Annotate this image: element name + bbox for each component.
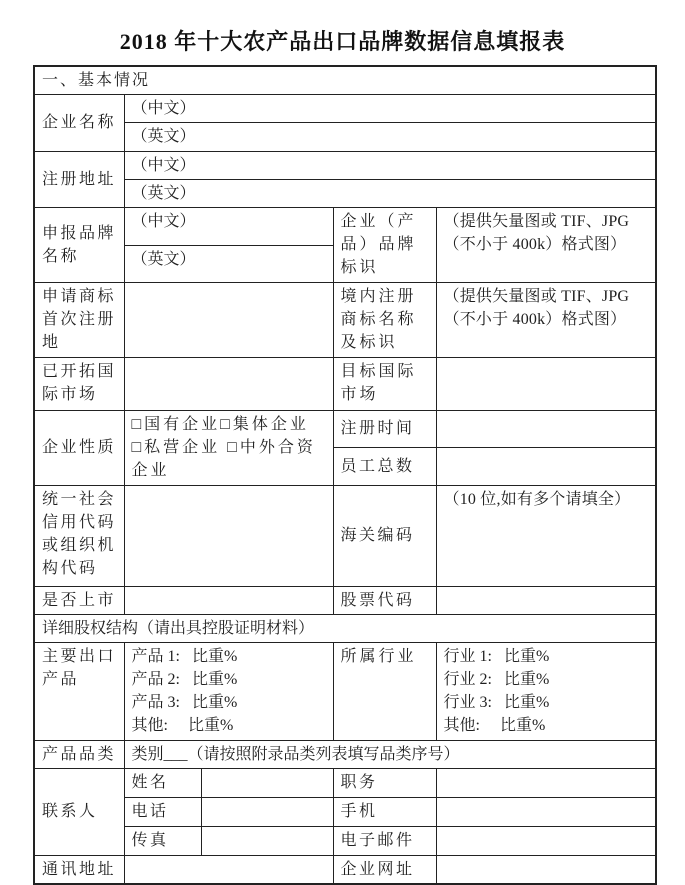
company-name-cn-hint: （中文）: [131, 100, 196, 118]
contact-fax-field[interactable]: [201, 826, 333, 855]
stock-code-label: 股票代码: [333, 586, 436, 614]
product-other-line: 其他: 比重%: [131, 717, 234, 735]
developed-market-field[interactable]: [124, 357, 333, 410]
contact-email-label: 电子邮件: [333, 826, 436, 855]
industry-1-line: 行业 1: 比重%: [443, 647, 550, 665]
is-listed-field[interactable]: [124, 586, 333, 614]
industry-other-line: 其他: 比重%: [443, 717, 546, 735]
product-3-line: 产品 3: 比重%: [131, 694, 238, 712]
developed-market-label: 已开拓国际市场: [34, 357, 124, 410]
trademark-first-reg-label: 申请商标首次注册地: [34, 282, 124, 357]
mailing-address-label: 通讯地址: [34, 855, 124, 884]
industry-label: 所属行业: [333, 642, 436, 740]
company-name-en-field[interactable]: [124, 123, 656, 151]
product-category-label: 产品品类: [34, 740, 124, 768]
industries-field[interactable]: [436, 642, 656, 740]
declared-brand-label: 申报品牌名称: [34, 207, 124, 282]
trademark-first-reg-field[interactable]: [124, 282, 333, 357]
registered-address-cn-field[interactable]: [124, 151, 656, 179]
target-market-field[interactable]: [436, 357, 656, 410]
target-market-label: 目标国际市场: [333, 357, 436, 410]
company-name-label: 企业名称: [34, 95, 124, 151]
mailing-address-field[interactable]: [124, 855, 333, 884]
employees-total-label: 员工总数: [333, 448, 436, 485]
contact-name-field[interactable]: [201, 768, 333, 797]
product-2-line: 产品 2: 比重%: [131, 671, 238, 689]
domestic-trademark-note: （提供矢量图或 TIF、JPG（不小于 400k）格式图）: [436, 282, 656, 357]
declared-brand-cn-hint: （中文）: [131, 212, 196, 230]
brand-logo-label: 企业（产品）品牌标识: [333, 207, 436, 282]
declared-brand-en-hint: （英文）: [131, 250, 196, 268]
customs-code-note: （10 位,如有多个请填全）: [443, 490, 631, 508]
registered-address-en-field[interactable]: [124, 179, 656, 207]
enterprise-nature-checkboxes[interactable]: □国有企业□集体企业 □私营企业 □中外合资企业: [124, 410, 333, 485]
company-name-cn-field[interactable]: [124, 95, 656, 123]
contact-email-field[interactable]: [436, 826, 656, 855]
contact-position-label: 职务: [333, 768, 436, 797]
main-exports-products-field[interactable]: [124, 642, 333, 740]
contact-position-field[interactable]: [436, 768, 656, 797]
contact-phone-label: 电话: [124, 797, 201, 826]
contact-mobile-label: 手机: [333, 797, 436, 826]
registration-time-field[interactable]: [436, 410, 656, 447]
customs-code-label: 海关编码: [333, 485, 436, 586]
credit-code-label: 统一社会信用代码或组织机构代码: [34, 485, 124, 586]
basic-info-table: [33, 65, 657, 885]
employees-total-field[interactable]: [436, 448, 656, 485]
contact-fax-label: 传真: [124, 826, 201, 855]
product-category-field[interactable]: 类别___（请按照附录品类列表填写品类序号）: [124, 740, 656, 768]
declared-brand-cn-field[interactable]: [124, 207, 333, 245]
brand-logo-note: （提供矢量图或 TIF、JPG（不小于 400k）格式图）: [436, 207, 656, 282]
registered-address-cn-hint: （中文）: [131, 156, 196, 174]
customs-code-field[interactable]: [436, 485, 656, 586]
stock-code-field[interactable]: [436, 586, 656, 614]
declared-brand-en-field[interactable]: [124, 245, 333, 282]
form-document-page: [0, 25, 685, 881]
domestic-trademark-label: 境内注册商标名称及标识: [333, 282, 436, 357]
industry-2-line: 行业 2: 比重%: [443, 671, 550, 689]
company-name-en-hint: （英文）: [131, 128, 196, 146]
contact-person-label: 联系人: [34, 768, 124, 855]
contact-name-label: 姓名: [124, 768, 201, 797]
product-1-line: 产品 1: 比重%: [131, 647, 238, 665]
website-label: 企业网址: [333, 855, 436, 884]
industry-3-line: 行业 3: 比重%: [443, 694, 550, 712]
page-title: 2018 年十大农产品出口品牌数据信息填报表: [119, 29, 566, 54]
credit-code-field[interactable]: [124, 485, 333, 586]
registration-time-label: 注册时间: [333, 410, 436, 447]
is-listed-label: 是否上市: [34, 586, 124, 614]
website-field[interactable]: [436, 855, 656, 884]
section-heading: 一、基本情况: [34, 66, 656, 95]
registered-address-en-hint: （英文）: [131, 184, 196, 202]
equity-structure-row[interactable]: 详细股权结构（请出具控股证明材料）: [34, 614, 656, 642]
contact-phone-field[interactable]: [201, 797, 333, 826]
contact-mobile-field[interactable]: [436, 797, 656, 826]
main-exports-label: 主要出口产品: [34, 642, 124, 740]
enterprise-nature-label: 企业性质: [34, 410, 124, 485]
registered-address-label: 注册地址: [34, 151, 124, 207]
